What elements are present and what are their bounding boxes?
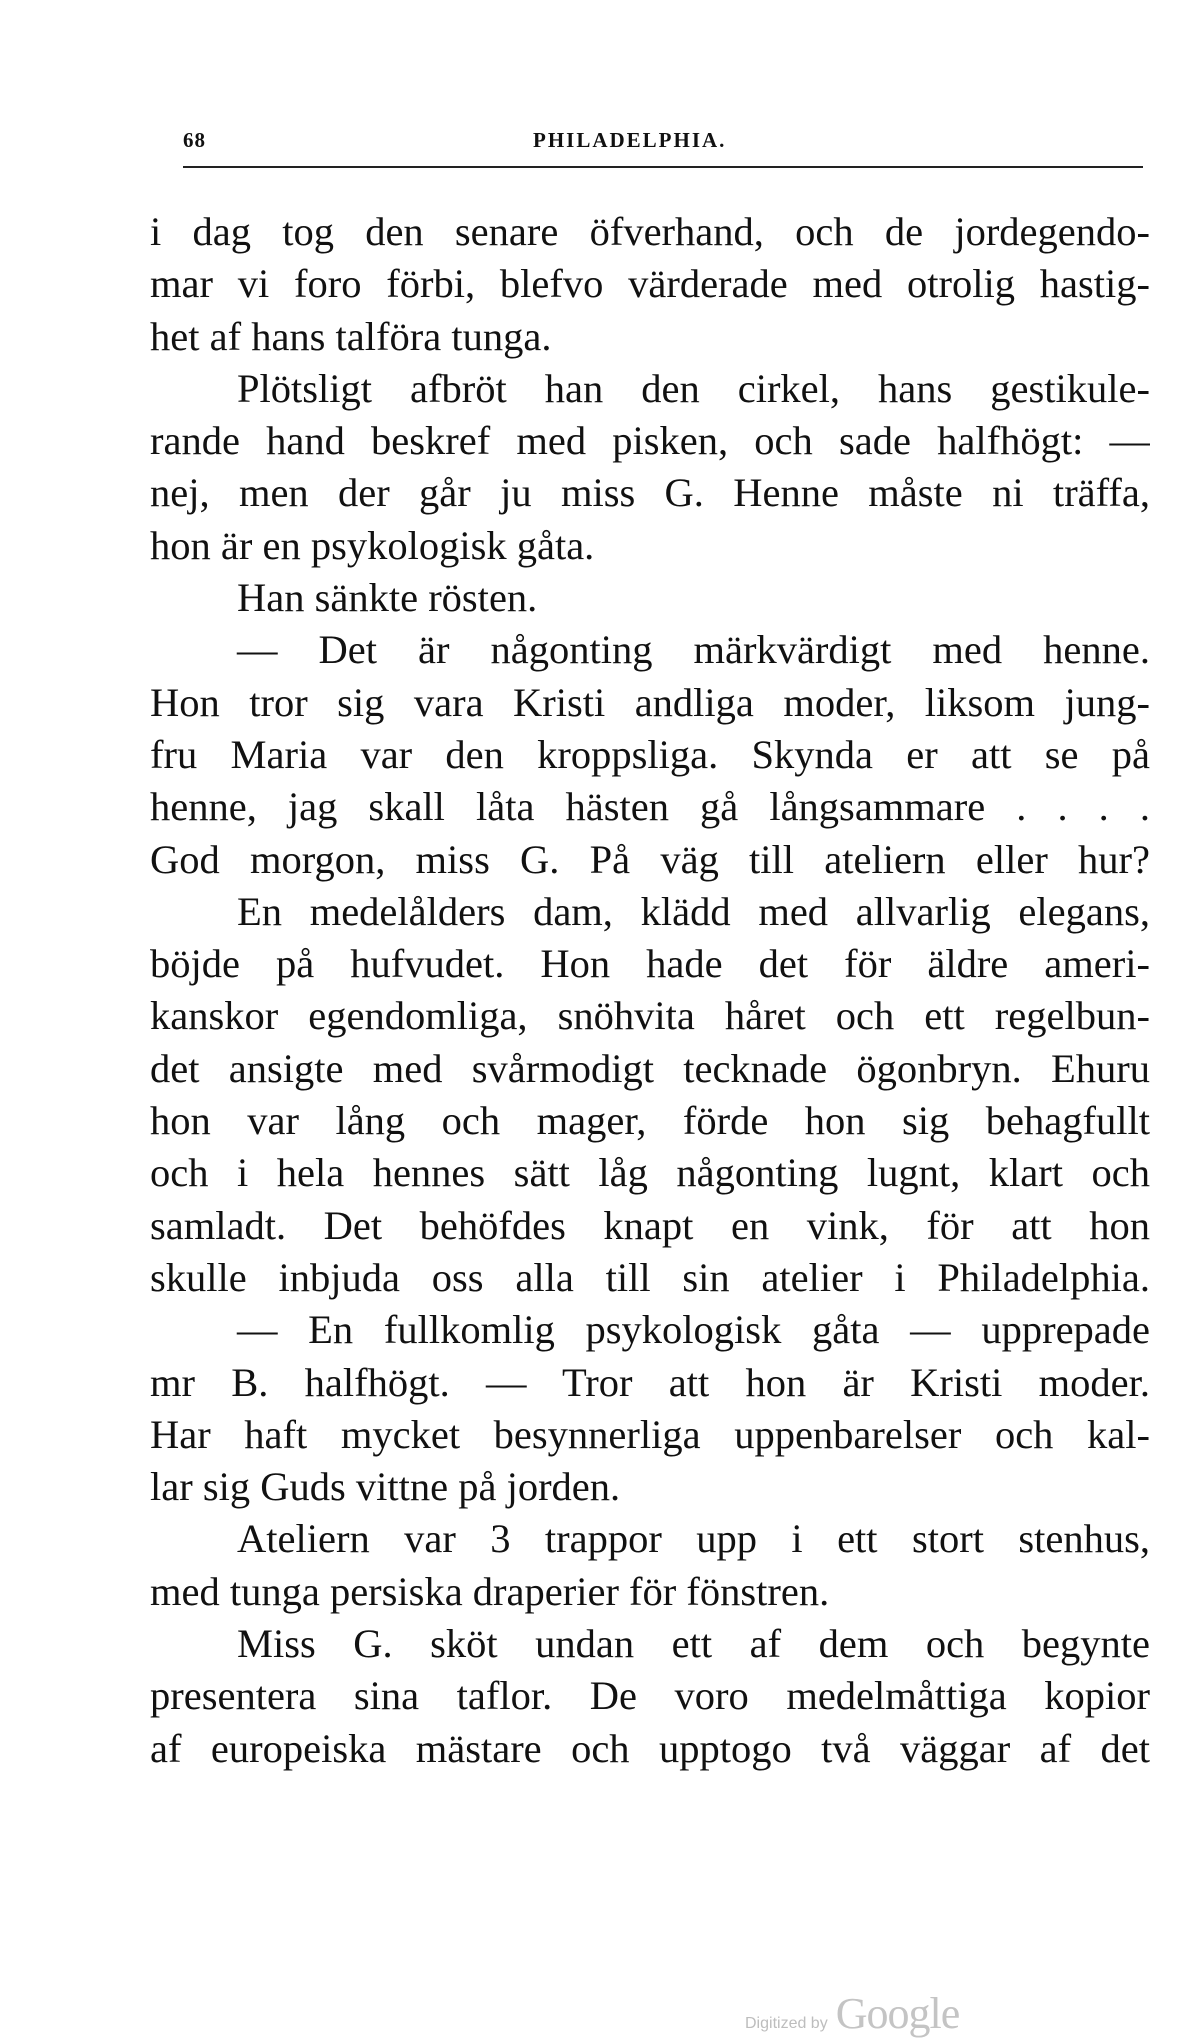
text-line: med tunga persiska draperier för fönstren. [150, 1568, 830, 1614]
text-line: det ansigte med svårmodigt tecknade ögonbryn. Ehuru [150, 1045, 1150, 1091]
text-line: Har haft mycket besynnerliga uppenbarelser och kal- [150, 1411, 1150, 1457]
text-line: mr B. halfhögt. — Tror att hon är Kristi moder. [150, 1359, 1150, 1405]
text-line: och i hela hennes sätt låg någonting lugnt, klart och [150, 1150, 1150, 1196]
text-line: kanskor egendomliga, snöhvita håret och ett regelbun- [150, 993, 1150, 1039]
text-line: — En fullkomlig psykologisk gåta — upprepade [237, 1307, 1150, 1353]
text-line: af europeiska mästare och upptogo två väggar af det [150, 1725, 1150, 1771]
google-logo: Google [835, 1989, 960, 2038]
text-line: presentera sina taflor. De voro medelmåttiga kopior [150, 1673, 1150, 1719]
text-line: nej, men der går ju miss G. Henne måste ni träffa, [150, 470, 1150, 516]
text-line: samladt. Det behöfdes knapt en vink, för att hon [150, 1202, 1150, 1248]
text-line: — Det är någonting märkvärdigt med henne. [237, 627, 1150, 673]
text-line: mar vi foro förbi, blefvo värderade med otrolig hastig- [150, 261, 1150, 307]
text-line: Han sänkte rösten. [237, 575, 538, 621]
text-line: Hon tror sig vara Kristi andliga moder, liksom jung- [150, 679, 1150, 725]
text-line: fru Maria var den kroppsliga. Skynda er att se på [150, 731, 1150, 777]
text-line: het af hans talföra tunga. [150, 313, 552, 359]
text-line: God morgon, miss G. På väg till ateliern eller hur? [150, 836, 1150, 882]
digitized-watermark [745, 1988, 960, 2038]
text-line: rande hand beskref med pisken, och sade halfhögt: — [150, 418, 1150, 464]
watermark-prefix: Digitized by [745, 2015, 828, 2032]
text-line: henne, jag skall låta hästen gå långsammare . . . . [150, 784, 1150, 830]
text-line: hon är en psykologisk gåta. [150, 522, 595, 568]
body-text [150, 206, 1150, 1775]
text-line: lar sig Guds vittne på jorden. [150, 1464, 621, 1510]
text-line: Ateliern var 3 trappor upp i ett stort stenhus, [237, 1516, 1150, 1562]
running-head [183, 128, 1143, 158]
page-number: 68 [183, 128, 206, 152]
text-line: hon var lång och mager, förde hon sig behagfullt [150, 1098, 1150, 1144]
text-line: böjde på hufvudet. Hon hade det för äldre ameri- [150, 941, 1150, 987]
header-rule [183, 166, 1143, 168]
running-title: PHILADELPHIA. [533, 128, 727, 152]
text-line: Miss G. sköt undan ett af dem och begynte [237, 1621, 1150, 1667]
text-line: En medelålders dam, klädd med allvarlig elegans, [237, 888, 1150, 934]
text-line: Plötsligt afbröt han den cirkel, hans gestikule- [237, 365, 1150, 411]
text-line: skulle inbjuda oss alla till sin atelier i Philadelphia. [150, 1254, 1150, 1300]
text-line: i dag tog den senare öfverhand, och de jordegendo- [150, 209, 1150, 254]
